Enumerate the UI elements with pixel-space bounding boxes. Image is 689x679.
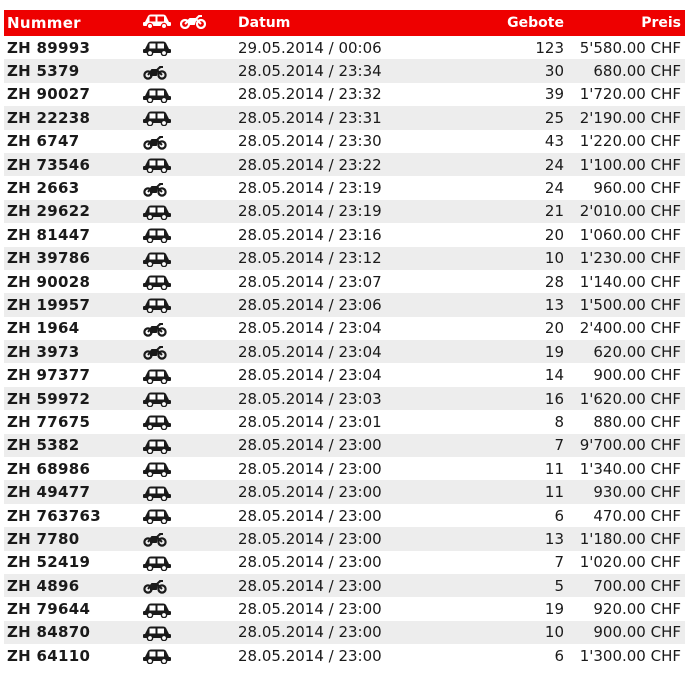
vehicle-type-cell xyxy=(142,106,238,129)
price: 680.00 CHF xyxy=(593,62,681,81)
auction-date: 28.05.2014 / 23:00 xyxy=(238,506,382,525)
auction-date: 28.05.2014 / 23:32 xyxy=(238,85,382,104)
plate-number[interactable]: ZH 49477 xyxy=(7,483,91,502)
vehicle-type-cell xyxy=(142,434,238,457)
car-icon xyxy=(142,368,172,384)
bid-count: 19 xyxy=(544,342,564,361)
bid-count: 16 xyxy=(544,389,564,408)
plate-number[interactable]: ZH 1964 xyxy=(7,319,80,338)
vehicle-type-cell xyxy=(142,247,238,270)
plate-number[interactable]: ZH 39786 xyxy=(7,249,91,268)
bid-count: 13 xyxy=(544,529,564,548)
car-icon xyxy=(142,40,172,56)
vehicle-type-cell xyxy=(142,597,238,620)
auction-date: 28.05.2014 / 23:34 xyxy=(238,62,382,81)
vehicle-type-cell xyxy=(142,457,238,480)
column-header-vehicle-type[interactable] xyxy=(142,10,238,36)
table-row[interactable] xyxy=(4,504,685,527)
auction-date: 28.05.2014 / 23:22 xyxy=(238,155,382,174)
table-row[interactable] xyxy=(4,83,685,106)
price: 1'220.00 CHF xyxy=(579,132,681,151)
bid-count: 19 xyxy=(544,600,564,619)
auction-date: 28.05.2014 / 23:03 xyxy=(238,389,382,408)
vehicle-type-cell xyxy=(142,83,238,106)
bid-count: 24 xyxy=(544,179,564,198)
vehicle-type-cell xyxy=(142,363,238,386)
plate-number[interactable]: ZH 68986 xyxy=(7,459,91,478)
bid-count: 20 xyxy=(544,225,564,244)
vehicle-type-cell xyxy=(142,504,238,527)
vehicle-type-cell xyxy=(142,317,238,340)
table-row[interactable] xyxy=(4,597,685,620)
table-row[interactable] xyxy=(4,270,685,293)
car-icon xyxy=(142,274,172,290)
auction-date: 28.05.2014 / 23:31 xyxy=(238,108,382,127)
vehicle-type-cell xyxy=(142,130,238,153)
vehicle-type-cell xyxy=(142,574,238,597)
auction-date: 28.05.2014 / 23:00 xyxy=(238,576,382,595)
price: 9'700.00 CHF xyxy=(579,436,681,455)
table-header xyxy=(4,10,685,36)
motorcycle-icon xyxy=(142,344,168,360)
bid-count: 25 xyxy=(544,108,564,127)
table-row[interactable] xyxy=(4,317,685,340)
motorcycle-icon xyxy=(142,578,168,594)
auction-date: 28.05.2014 / 23:00 xyxy=(238,553,382,572)
auction-date: 28.05.2014 / 23:00 xyxy=(238,529,382,548)
bid-count: 21 xyxy=(544,202,564,221)
table-row[interactable] xyxy=(4,621,685,644)
vehicle-type-cell xyxy=(142,200,238,223)
bid-count: 7 xyxy=(554,436,564,455)
bid-count: 10 xyxy=(544,623,564,642)
car-icon xyxy=(142,204,172,220)
car-icon xyxy=(142,438,172,454)
table-row[interactable] xyxy=(4,106,685,129)
motorcycle-icon xyxy=(142,181,168,197)
table-row[interactable] xyxy=(4,293,685,316)
price: 1'300.00 CHF xyxy=(579,646,681,665)
bid-count: 13 xyxy=(544,295,564,314)
price: 700.00 CHF xyxy=(593,576,681,595)
auction-date: 28.05.2014 / 23:01 xyxy=(238,412,382,431)
price: 1'340.00 CHF xyxy=(579,459,681,478)
table-row[interactable] xyxy=(4,387,685,410)
auction-date: 28.05.2014 / 23:19 xyxy=(238,179,382,198)
auction-date: 28.05.2014 / 23:19 xyxy=(238,202,382,221)
table-row[interactable] xyxy=(4,551,685,574)
table-row[interactable] xyxy=(4,527,685,550)
price: 5'580.00 CHF xyxy=(579,38,681,57)
car-icon xyxy=(142,625,172,641)
auction-date: 28.05.2014 / 23:04 xyxy=(238,342,382,361)
price: 2'400.00 CHF xyxy=(579,319,681,338)
price: 900.00 CHF xyxy=(593,366,681,385)
car-icon xyxy=(142,297,172,313)
plate-number[interactable]: ZH 3973 xyxy=(7,342,80,361)
bid-count: 14 xyxy=(544,366,564,385)
bid-count: 10 xyxy=(544,249,564,268)
vehicle-type-cell xyxy=(142,340,238,363)
bid-count: 6 xyxy=(554,646,564,665)
vehicle-type-cell xyxy=(142,551,238,574)
vehicle-type-cell xyxy=(142,270,238,293)
column-header-date[interactable]: Datum xyxy=(238,15,291,31)
bid-count: 43 xyxy=(544,132,564,151)
price: 2'010.00 CHF xyxy=(579,202,681,221)
price: 620.00 CHF xyxy=(593,342,681,361)
table-row[interactable] xyxy=(4,363,685,386)
auction-date: 28.05.2014 / 23:07 xyxy=(238,272,382,291)
car-icon xyxy=(142,414,172,430)
bid-count: 30 xyxy=(544,62,564,81)
car-icon xyxy=(142,602,172,618)
table-row[interactable] xyxy=(4,340,685,363)
price: 960.00 CHF xyxy=(593,179,681,198)
plate-number[interactable]: ZH 2663 xyxy=(7,179,80,198)
plate-number[interactable]: ZH 5382 xyxy=(7,436,80,455)
car-icon xyxy=(142,110,172,126)
plate-number[interactable]: ZH 89993 xyxy=(7,38,91,57)
table-row[interactable] xyxy=(4,457,685,480)
price: 470.00 CHF xyxy=(593,506,681,525)
auction-date: 28.05.2014 / 23:00 xyxy=(238,459,382,478)
column-header-bids[interactable]: Gebote xyxy=(507,15,564,31)
plate-number[interactable]: ZH 64110 xyxy=(7,646,91,665)
auction-date: 28.05.2014 / 23:00 xyxy=(238,436,382,455)
table-row[interactable] xyxy=(4,247,685,270)
price: 1'100.00 CHF xyxy=(579,155,681,174)
auction-date: 28.05.2014 / 23:00 xyxy=(238,646,382,665)
bid-count: 8 xyxy=(554,412,564,431)
car-icon xyxy=(142,648,172,664)
table-row[interactable] xyxy=(4,410,685,433)
plate-number[interactable]: ZH 7780 xyxy=(7,529,80,548)
table-row[interactable] xyxy=(4,574,685,597)
auction-date: 28.05.2014 / 23:00 xyxy=(238,623,382,642)
bid-count: 11 xyxy=(544,483,564,502)
price: 1'720.00 CHF xyxy=(579,85,681,104)
auction-date: 28.05.2014 / 23:00 xyxy=(238,600,382,619)
plate-number[interactable]: ZH 81447 xyxy=(7,225,91,244)
car-icon xyxy=(142,485,172,501)
motorcycle-icon xyxy=(142,531,168,547)
table-row[interactable] xyxy=(4,223,685,246)
vehicle-type-cell xyxy=(142,621,238,644)
column-header-number[interactable]: Nummer xyxy=(7,14,81,32)
car-icon xyxy=(142,461,172,477)
auction-date: 28.05.2014 / 23:00 xyxy=(238,483,382,502)
car-icon xyxy=(142,13,172,29)
vehicle-type-cell xyxy=(142,387,238,410)
table-row[interactable] xyxy=(4,130,685,153)
vehicle-type-cell xyxy=(142,527,238,550)
price: 1'060.00 CHF xyxy=(579,225,681,244)
price: 1'180.00 CHF xyxy=(579,529,681,548)
bid-count: 28 xyxy=(544,272,564,291)
price: 900.00 CHF xyxy=(593,623,681,642)
price: 1'500.00 CHF xyxy=(579,295,681,314)
auction-date: 28.05.2014 / 23:16 xyxy=(238,225,382,244)
vehicle-type-cell xyxy=(142,153,238,176)
price: 1'230.00 CHF xyxy=(579,249,681,268)
vehicle-type-cell xyxy=(142,644,238,667)
plate-number[interactable]: ZH 5379 xyxy=(7,62,80,81)
column-header-price[interactable]: Preis xyxy=(641,15,681,31)
bid-count: 20 xyxy=(544,319,564,338)
motorcycle-icon xyxy=(142,64,168,80)
auction-date: 28.05.2014 / 23:12 xyxy=(238,249,382,268)
car-icon xyxy=(142,555,172,571)
car-icon xyxy=(142,87,172,103)
plate-number[interactable]: ZH 84870 xyxy=(7,623,91,642)
table-row[interactable] xyxy=(4,176,685,199)
table-body xyxy=(4,36,685,668)
plate-number[interactable]: ZH 77675 xyxy=(7,412,91,431)
car-icon xyxy=(142,157,172,173)
bid-count: 39 xyxy=(544,85,564,104)
plate-number[interactable]: ZH 90027 xyxy=(7,85,91,104)
price: 2'190.00 CHF xyxy=(579,108,681,127)
plate-number[interactable]: ZH 73546 xyxy=(7,155,91,174)
price: 930.00 CHF xyxy=(593,483,681,502)
table-row[interactable] xyxy=(4,153,685,176)
car-icon xyxy=(142,251,172,267)
bid-count: 5 xyxy=(554,576,564,595)
auction-date: 29.05.2014 / 00:06 xyxy=(238,38,382,57)
plates-table xyxy=(4,10,685,668)
car-icon xyxy=(142,391,172,407)
plate-number[interactable]: ZH 52419 xyxy=(7,553,91,572)
vehicle-type-cell xyxy=(142,223,238,246)
price: 1'620.00 CHF xyxy=(579,389,681,408)
bid-count: 6 xyxy=(554,506,564,525)
bid-count: 11 xyxy=(544,459,564,478)
motorcycle-icon xyxy=(180,13,206,29)
vehicle-type-cell xyxy=(142,410,238,433)
plate-number[interactable]: ZH 6747 xyxy=(7,132,80,151)
vehicle-type-cell xyxy=(142,59,238,82)
table-row[interactable] xyxy=(4,59,685,82)
table-row[interactable] xyxy=(4,644,685,667)
plate-number[interactable]: ZH 79644 xyxy=(7,600,91,619)
price: 880.00 CHF xyxy=(593,412,681,431)
auction-date: 28.05.2014 / 23:04 xyxy=(238,366,382,385)
plate-number[interactable]: ZH 763763 xyxy=(7,506,101,525)
plate-number[interactable]: ZH 90028 xyxy=(7,272,91,291)
vehicle-type-cell xyxy=(142,293,238,316)
car-icon xyxy=(142,227,172,243)
table-row[interactable] xyxy=(4,480,685,503)
header-row xyxy=(4,10,685,36)
bid-count: 24 xyxy=(544,155,564,174)
car-icon xyxy=(142,508,172,524)
plate-number[interactable]: ZH 59972 xyxy=(7,389,91,408)
vehicle-type-cell xyxy=(142,480,238,503)
table-row[interactable] xyxy=(4,200,685,223)
price: 1'140.00 CHF xyxy=(579,272,681,291)
plate-number[interactable]: ZH 22238 xyxy=(7,108,91,127)
price: 920.00 CHF xyxy=(593,600,681,619)
plate-number[interactable]: ZH 29622 xyxy=(7,202,91,221)
table-row[interactable] xyxy=(4,434,685,457)
auction-date: 28.05.2014 / 23:04 xyxy=(238,319,382,338)
price: 1'020.00 CHF xyxy=(579,553,681,572)
bid-count: 7 xyxy=(554,553,564,572)
plate-number[interactable]: ZH 97377 xyxy=(7,366,91,385)
vehicle-type-cell xyxy=(142,36,238,59)
plate-number[interactable]: ZH 19957 xyxy=(7,295,91,314)
motorcycle-icon xyxy=(142,134,168,150)
table-row[interactable] xyxy=(4,36,685,59)
vehicle-type-cell xyxy=(142,176,238,199)
auction-date: 28.05.2014 / 23:06 xyxy=(238,295,382,314)
bid-count: 123 xyxy=(535,38,564,57)
auction-date: 28.05.2014 / 23:30 xyxy=(238,132,382,151)
motorcycle-icon xyxy=(142,321,168,337)
plate-number[interactable]: ZH 4896 xyxy=(7,576,80,595)
